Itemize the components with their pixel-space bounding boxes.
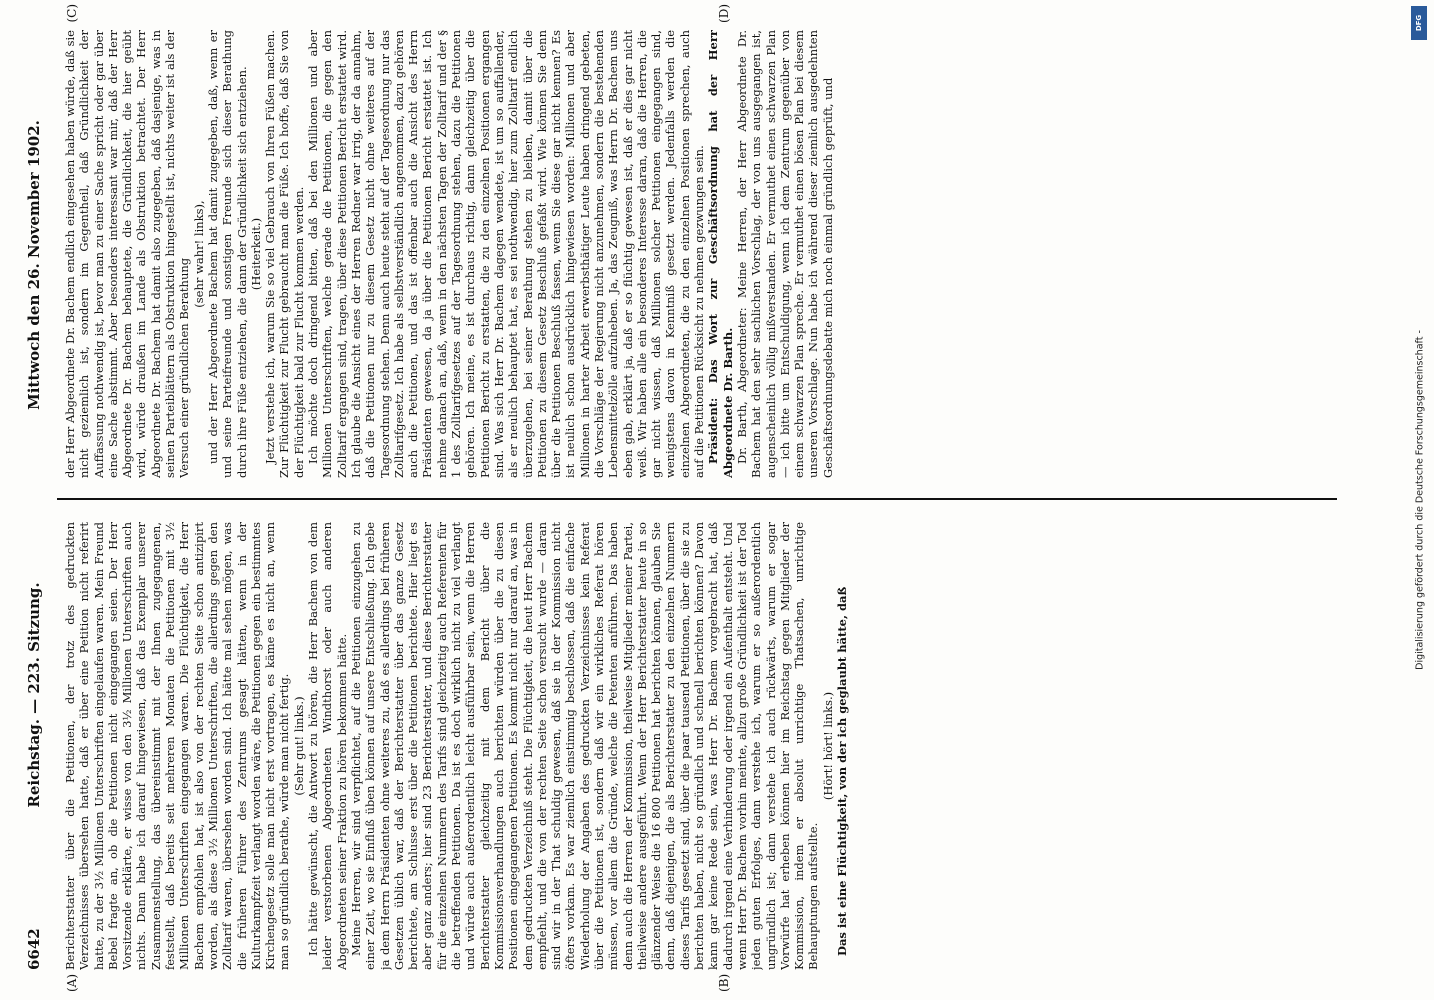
marker-d: (D) [717,4,731,23]
paragraph: Das ist eine Flüchtigkeit, von der ich geglaubt hätte, daß [835,586,850,956]
column-divider [57,498,1337,500]
paragraph: Jetzt verstehe ich, warum Sie so viel Gebrauch von Ihren Füßen machen. Zur Flüchtigkeit zur Flucht gebraucht man die Füße. Ich hoffe, daß Sie von der Flüchtigkeit bald zur Flucht kommen werden. [263,30,306,478]
paragraph: der Herr Abgeordnete Dr. Bachem endlich eingesehen haben würde, daß sie nicht geziemlich ist, sondern im Gegentheil, daß Gründlichkeit der Auffassung nothwendig ist, bevor man zu einer Sache spricht oder gar über eine Sache abstimmt. Aber besonders interessant war mir, daß der Herr Abgeordnete Dr. Bachem behauptete, die Gründlichkeit, die hier geübt wird, würde draußen im Lande als Obstruktion betrachtet. Der Herr Abgeordnete Dr. Bachem hat damit also zugegeben, daß dasjenige, was in seinen Parteiblättern als Obstruktion hingestellt ist, nichts weiter ist als der Versuch einer gründlichen Berathung [63,30,192,478]
interjection: (Heiterkeit.) [248,217,263,291]
marker-b: (B) [717,973,731,992]
paragraph: und der Herr Abgeordnete Bachem hat damit zugegeben, daß, wenn er und seine Parteifreunde und sonstigen Freunde sich dieser Berathung durch ihre Füße entziehen, die dann der Gründlichkeit sich entziehen. [205,30,249,478]
right-column [63,30,1337,478]
dfg-logo: DFG [1411,6,1427,40]
marker-a: (A) [65,973,79,992]
page-header [17,30,51,970]
paragraph: Berichterstatter über die Petitionen, der trotz des gedruckten Verzeichnisses übersehen hatte, daß er über eine Petition nicht referirt hatte, zu der 3½ Millionen Unterschriften eingelaufen waren. Mein Freund Bebel fragte an, ob die Petitionen nicht eingegangen seien. Der Herr Vorsitzende erklärte, er wisse von den 3½ Millionen Unterschriften auch nichts. Dann habe ich darauf hingewiesen, daß das Exemplar unserer Zusammenstellung, das übereinstimmt mit der Ihnen zugegangenen, feststellt, daß bereits seit mehreren Monaten die Petitionen mit 3½ Millionen Unterschriften eingegangen waren. Die Flüchtigkeit, die Herr Bachem empfohlen hat, ist also von der rechten Seite schon antizipirt worden, als diese 3½ Millionen Unterschriften, die allerdings gegen den Zolltarif waren, übersehen worden sind. Ich hätte mal sehen mögen, was die früheren Führer des Zentrums gesagt hätten, wenn in der Kulturkampfzeit verlangt worden wäre, die Petitionen gegen ein bestimmtes Kirchengesetz solle man nicht erst vortragen, es käme es nicht an, wenn man so gründlich berathe, würde man nicht fertig. [63,522,292,970]
marker-c: (C) [65,4,79,23]
digitization-credit [1410,6,1430,994]
paragraph: Ich möchte doch dringend bitten, daß bei den Millionen und aber Millionen Unterschriften, welche gerade die Petitionen, die gegen den Zolltarif ergangen sind, tragen, über diese Petitionen Bericht erstattet wird. Ich glaube die Ansicht eines der Herren Redner war irrig, der da annahm, daß die Petitionen nur zu diesem Gesetz nicht ohne weiteres auf der Tagesordnung stehen. Denn auch heute steht auf der Tagesordnung nur das Zolltarifgesetz. Ich habe als selbstverständlich angenommen, dazu gehören auch die Petitionen, und das ist offenbar auch die Ansicht des Herrn Präsidenten gewesen, da ja über die Petitionen Bericht erstattet ist. Ich nehme danach an, daß, wenn in den nächsten Tagen der Zolltarif und der § 1 des Zolltarifgesetzes auf der Tagesordnung stehen, dazu die Petitionen gehören. Ich meine, es ist durchaus richtig, dann gleichzeitig über die Petitionen Bericht zu erstatten, die zu den einzelnen Positionen ergangen sind. Was sich Herr Dr. Bachem dagegen wendete, ist um so auffallender, als er neulich behauptet hat, es sei nothwendig, hier zum Zolltarif endlich überzugehen, bei seiner Berathung stehen zu bleiben, damit über die Petitionen zu diesem Gesetz Beschluß gefaßt wird. Wie können Sie denn über die Petitionen Beschluß fassen, wenn Sie diese gar nicht kennen? Es ist neulich schon ausdrücklich hingewiesen worden: Millionen und aber Millionen in harter Arbeit erwerbsthätiger Leute haben dringend gebeten, die Vorschläge der Regierung nicht anzunehmen, sondern die bestehenden Lebensmittelzölle aufzuheben. Ja, das Zeugniß, was Herrn Dr. Bachem uns eben gab, erklärt ja, daß er so flüchtig gewesen ist, daß er dies gar nicht weiß. Wir haben alle ein besonderes Interesse daran, daß die Herren, die gar nicht wissen, daß Millionen solcher Petitionen eingegangen sind, wenigstens davon in Kenntniß gesetzt werden. Jedenfalls werden die einzelnen Abgeordneten, die zu den einzelnen Positionen sprechen, auch auf die Petitionen Rücksicht zu nehmen gezwungen sein. [306,30,707,478]
interjection: (Hört! hört! links.) [820,691,835,801]
header-right-title: Mittwoch den 26. November 1902. [25,120,43,410]
speaker-line-president: Präsident: Das Wort zur Geschäftsordnung hat der Herr Abgeordnete Dr. Barth. [706,30,735,478]
paragraph: Meine Herren, wir sind verpflichtet, auf die Petitionen einzugehen zu einer Zeit, wo sie Einfluß üben können auf unsere Entschließung. Ich gebe ja dem Herrn Präsidenten ohne weiteres zu, daß es allerdings bei früheren Gesetzen üblich war, daß der Berichterstatter über das ganze Gesetz berichtete, am Schlusse erst über die Petitionen berichtete. Hier liegt es aber ganz anders; hier sind 23 Berichterstatter, und diese Berichterstatter für die einzelnen Nummern des Tarifs sind gleichzeitig auch Referenten für die betreffenden Petitionen. Da ist es doch wirklich nicht zu viel verlangt und würde auch außerordentlich leicht ausführbar sein, wenn die Herren Berichterstatter gleichzeitig mit dem Bericht über die Kommissionsverhandlungen auch berichten würden über die zu diesen Positionen eingegangenen Petitionen. Es kommt nicht nur darauf an, was in dem gedruckten Verzeichniß steht. Die Flüchtigkeit, die heut Herr Bachem empfiehlt, und die von der rechten Seite schon versucht wurde — daran sind wir in der That schuldig gewesen, daß sie in der Kommission nicht öfters vorkam. Es war ziemlich einstimmig beschlossen, daß die einfache Wiederholung der Angaben des gedruckten Verzeichnisses kein Referat über die Petitionen ist, sondern daß wir ein wirkliches Referat hören müssen, vor allem die Gründe, welche die Petenten anführen. Das haben denn auch die Herren der Kommission, theilweise Mitglieder meiner Partei, theilweise andere ausgeführt. Wenn der Herr Berichterstatter heute in so glänzender Weise die 16 800 Petitionen hat berichten können, glauben Sie denn, daß diejenigen, die als Berichterstatter zu den einzelnen Nummern dieses Tarifs gesetzt sind, über die paar tausend Petitionen, über die sie zu berichten haben, nicht so gründlich und schnell berichten können? Davon kann gar keine Rede sein, was Herr Dr. Bachem vorgebracht hat, daß dadurch irgend eine Verhinderung oder irgend ein Aufenthalt entsteht. Und wenn Herr Dr. Bachem vorhin meinte, allzu große Gründlichkeit ist der Tod jeden guten Erfolges, dann verstehe ich, warum er so außerordentlich ungründlich ist; dann verstehe ich auch rückwärts, warum er sogar Vorwürfe hat erheben können hier im Reichstag gegen Mitglieder der Kommission, indem er absolut unrichtige Thatsachen, unrichtige Behauptungen aufstellte. [348,522,821,970]
header-left-title: Reichstag. — 223. Sitzung. [25,582,43,808]
paragraph: Dr. Barth, Abgeordneter: Meine Herren, der Herr Abgeordnete Dr. Bachem hat den sehr sachlichen Vorschlag, der von uns ausgegangen ist, augenscheinlich völlig mißverstanden. Er vermuthet einen schwarzen Plan — ich bitte um Entschuldigung, wenn ich dem Zentrum gegenüber von einem schwarzen Plan spreche. Er vermuthet einen bösen Plan bei diesem unseren Vorschlage. Nun habe ich während dieser ziemlich ausgedehnten Geschäftsordnungsdebatte mich noch einmal gründlich geprüft, und [734,30,835,478]
credit-text: Digitalisierung gefördert durch die Deutsche Forschungsgemeinschaft - [1414,330,1426,670]
page-number: 6642 [25,928,43,970]
left-column [63,522,1337,970]
paragraph: Ich hätte gewünscht, die Antwort zu hören, die Herr Bachem von dem leider verstorbenen Abgeordneten Windthorst oder auch anderen Abgeordneten seiner Fraktion zu hören bekommen hätte. [306,522,349,970]
newspaper-page [17,4,1337,992]
interjection: (sehr wahr! links), [191,200,206,308]
interjection: (Sehr gut! links.) [291,696,306,796]
